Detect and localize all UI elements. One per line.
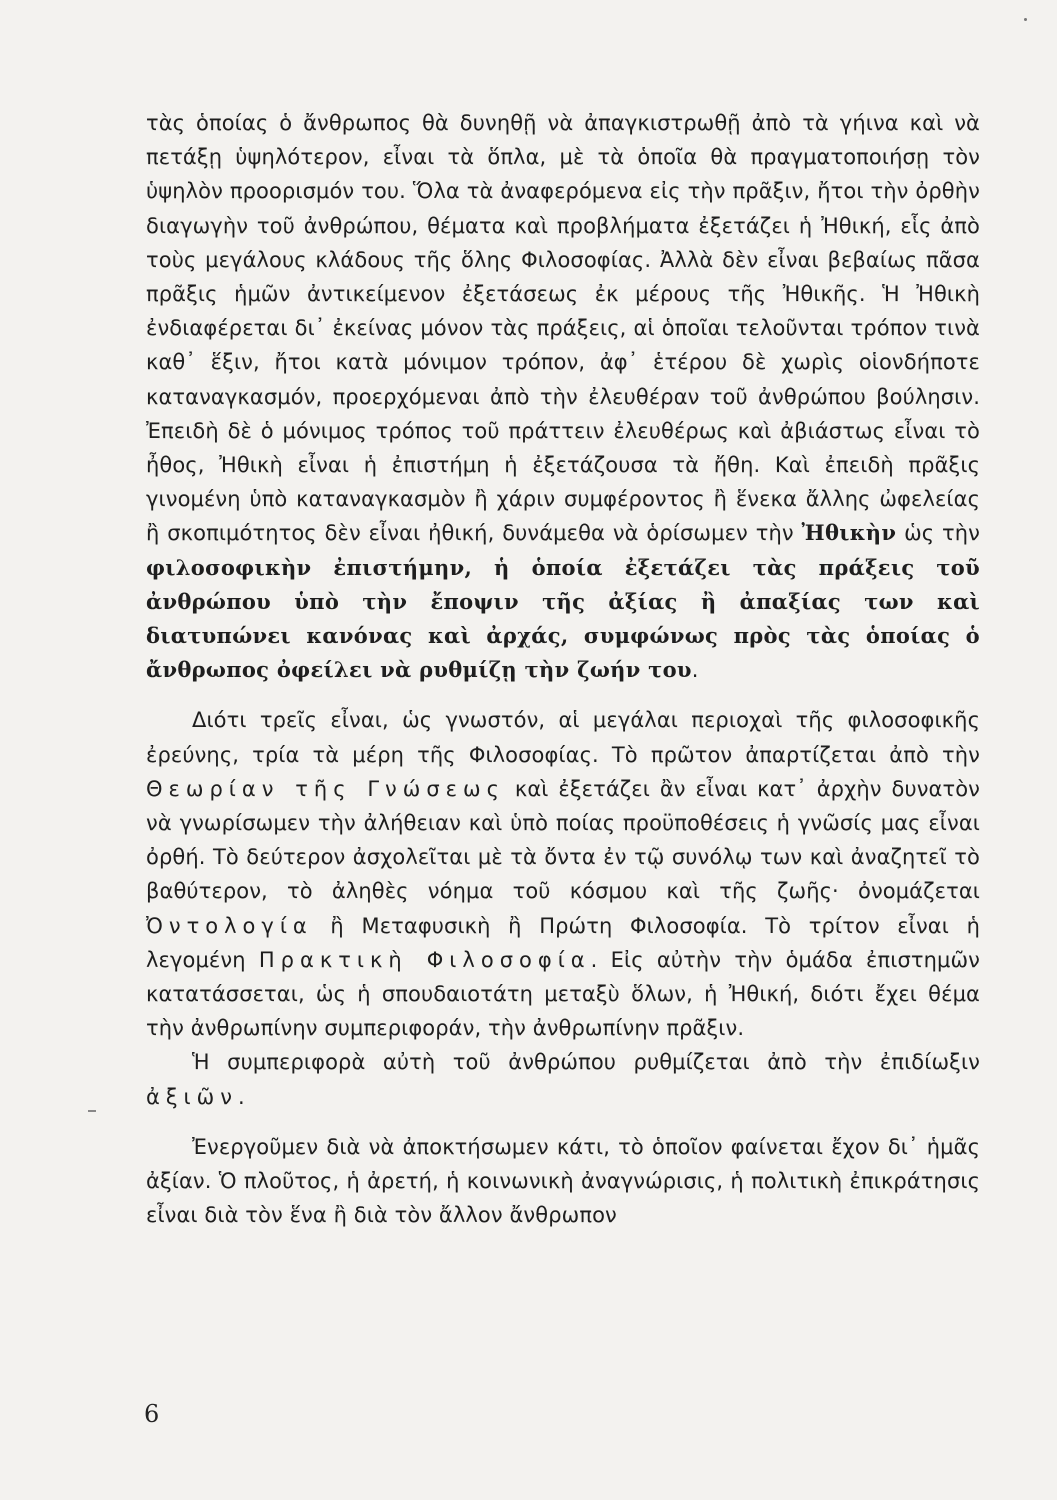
scan-mark — [88, 1110, 96, 1112]
paragraph-3-end: . — [237, 1084, 245, 1109]
page-number: 6 — [144, 1400, 160, 1428]
scan-speck — [1024, 18, 1027, 21]
paragraph-4-text: Ἐνεργοῦμεν διὰ νὰ ἀποκτήσωμεν κάτι, τὸ ὁποῖον φαίνεται ἔχον δι᾽ ἡμᾶς ἀξίαν. Ὁ πλοῦτος, ἡ ἀρετή, ἡ κοινωνικὴ ἀναγνώρισις, ἡ πολιτικὴ ἐπικράτησις εἶναι διὰ τὸν ἕνα ἢ διὰ τὸν ἄλλον ἄνθρωπον — [146, 1134, 980, 1228]
spaced-term-values: ἀξιῶν — [146, 1084, 238, 1109]
paragraph-2-text-3: ἢ Μεταφυσικὴ ἢ Πρώτη Φιλοσοφία. Τὸ τρίτον εἶναι ἡ λεγομένη — [146, 913, 980, 972]
spaced-term-ontology: Ὀντολογία — [146, 913, 313, 938]
paragraph-1-end: . — [691, 658, 699, 683]
bold-term-ethics: Ἠθικὴν — [801, 520, 897, 546]
paragraph-1 — [146, 106, 980, 687]
paragraph-2-text: Διότι τρεῖς εἶναι, ὡς γνωστόν, αἱ μεγάλαι περιοχαὶ τῆς φιλοσοφικῆς ἐρεύνης, τρία τὰ μέρη τῆς Φιλοσοφίας. Τὸ πρῶτον ἀπαρτίζεται ἀπὸ τὴν — [146, 708, 980, 767]
ethics-definition: φιλοσοφικὴν ἐπιστήμην, ἡ ὁποία ἐξετάζει τὰς πράξεις τοῦ ἀνθρώπου ὑπὸ τὴν ἔποψιν τῆς ἀξίας ἢ ἀπαξίας των καὶ διατυπώνει κανόνας καὶ ἀρχάς, συμφώνως πρὸς τὰς ὁποίας ὁ ἄνθρωπος ὀφείλει νὰ ρυθμίζῃ τὴν ζωήν του — [146, 554, 980, 683]
paragraph-2 — [146, 703, 980, 1045]
paragraph-3 — [146, 1045, 980, 1113]
paragraph-1-text-2: ὡς τὴν — [904, 521, 981, 546]
paragraph-3-text: Ἡ συμπεριφορὰ αὐτὴ τοῦ ἀνθρώπου ρυθμίζεται ἀπὸ τὴν ἐπιδίωξιν — [192, 1050, 980, 1075]
paragraph-2-text-2: καὶ ἐξετάζει ἂν εἶναι κατ᾽ ἀρχὴν δυνατὸν νὰ γνωρίσωμεν τὴν ἀλήθειαν καὶ ὑπὸ ποίας προϋποθέσεις ἡ γνῶσίς μας εἶναι ὀρθή. Τὸ δεύτερον ἀσχολεῖται μὲ τὰ ὄντα ἐν τῷ συνόλῳ των καὶ ἀναζητεῖ τὸ βαθύτερον, τὸ ἀληθὲς νόημα τοῦ κόσμου καὶ τῆς ζωῆς· ὀνομάζεται — [146, 776, 980, 904]
body-text — [146, 106, 980, 1233]
paragraph-4 — [146, 1130, 980, 1233]
spaced-term-epistemology: Θεωρίαν τῆς Γνώσεως — [146, 776, 505, 801]
paragraph-2-text-4: . Εἰς αὐτὴν τὴν ὁμάδα ἐπιστημῶν κατατάσσεται, ὡς ἡ σπουδαιοτάτη μεταξὺ ὅλων, ἡ Ἠθική, διότι ἔχει θέμα τὴν ἀνθρωπίνην συμπεριφοράν, τὴν ἀνθρωπίνην πρᾶξιν. — [146, 947, 980, 1041]
spaced-term-practical-philosophy: Πρακτικὴ Φιλοσοφία — [258, 947, 591, 972]
paragraph-1-text: τὰς ὁποίας ὁ ἄνθρωπος θὰ δυνηθῇ νὰ ἀπαγκιστρωθῇ ἀπὸ τὰ γήινα καὶ νὰ πετάξῃ ὑψηλότερον, εἶναι τὰ ὅπλα, μὲ τὰ ὁποῖα θὰ πραγματοποιήσῃ τὸν ὑψηλὸν προορισμόν του. Ὅλα τὰ ἀναφερόμενα εἰς τὴν πρᾶξιν, ἤτοι τὴν ὀρθὴν διαγωγὴν τοῦ ἀνθρώπου, θέματα καὶ προβλήματα ἐξετάζει ἡ Ἠθική, εἷς ἀπὸ τοὺς μεγάλους κλάδους τῆς ὅλης Φιλοσοφίας. Ἀλλὰ δὲν εἶναι βεβαίως πᾶσα πρᾶξις ἡμῶν ἀντικείμενον ἐξετάσεως ἐκ μέρους τῆς Ἠθικῆς. Ἡ Ἠθικὴ ἐνδιαφέρεται δι᾽ ἐκείνας μόνον τὰς πράξεις, αἱ ὁποῖαι τελοῦνται τρόπον τινὰ καθ᾽ ἕξιν, ἤτοι κατὰ μόνιμον τρόπον, ἀφ᾽ ἑτέρου δὲ χωρὶς οἱονδήποτε καταναγκασμόν, προερχόμεναι ἀπὸ τὴν ἐλευθέραν τοῦ ἀνθρώπου βούλησιν. Ἐπειδὴ δὲ ὁ μόνιμος τρόπος τοῦ πράττειν ἐλευθέρως καὶ ἀβιάστως εἶναι τὸ ἦθος, Ἠθικὴ εἶναι ἡ ἐπιστήμη ἡ ἐξετάζουσα τὰ ἤθη. Καὶ ἐπειδὴ πρᾶξις γινομένη ὑπὸ καταναγκασμὸν ἢ χάριν συμφέροντος ἢ ἕνεκα ἄλλης ὠφελείας ἢ σκοπιμότητος δὲν εἶναι ἠθική, δυνάμεθα νὰ ὁρίσωμεν τὴν — [146, 111, 980, 546]
